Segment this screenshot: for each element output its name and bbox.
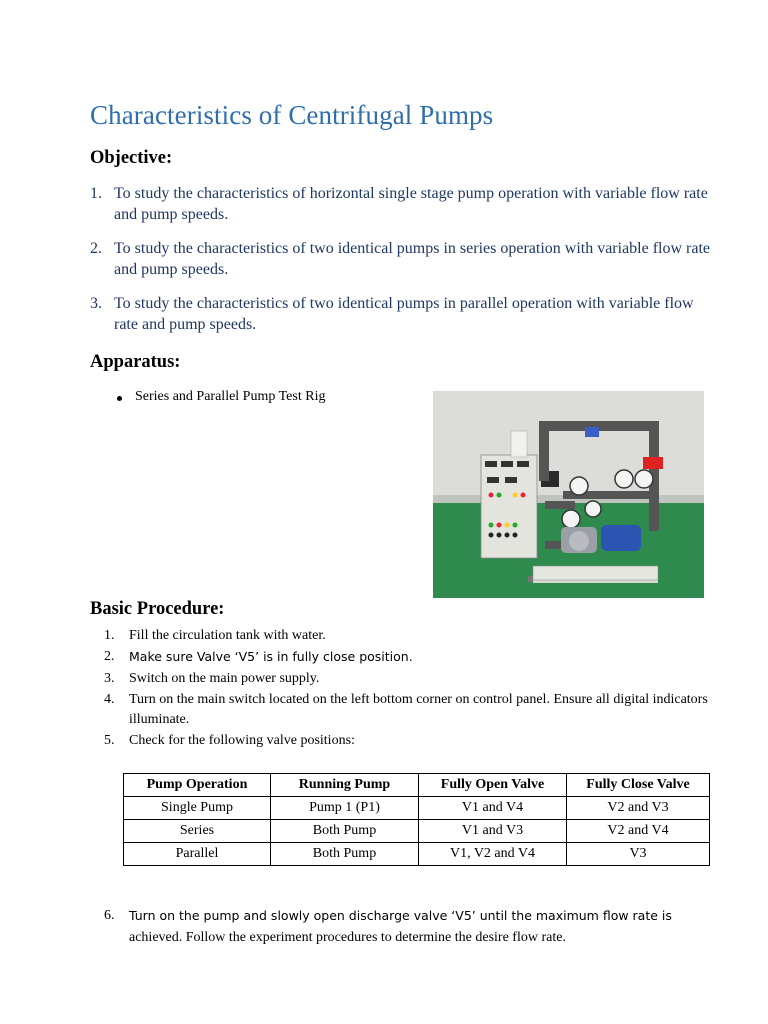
table-row [124,797,710,820]
valve-position-table [123,773,710,866]
table-header-cell: Fully Close Valve [567,774,710,797]
objective-item [90,183,715,225]
list-number: 1. [104,628,115,643]
procedure-step [104,647,714,668]
table-cell: Both Pump [271,820,419,843]
apparatus-text: Series and Parallel Pump Test Rig [135,389,326,404]
apparatus-heading: Apparatus: [90,352,181,372]
table-cell: V2 and V4 [567,820,710,843]
procedure-text: Check for the following valve positions: [129,732,355,748]
bullet-icon [117,396,122,401]
table-cell: V3 [567,843,710,866]
pump-rig-illustration [433,391,704,598]
objective-text: To study the characteristics of horizontal single stage pump operation with variable flow rate and pump speeds. [114,185,708,223]
procedure-list [104,626,714,752]
procedure-step [104,669,714,689]
procedure-text: Make sure Valve ‘V5’ is in fully close position. [129,649,413,664]
procedure-step [104,626,714,646]
list-number: 4. [104,692,115,707]
test-rig-photo [433,391,704,598]
list-number: 2. [104,649,115,664]
list-number: 3. [90,295,102,312]
procedure-text: Fill the circulation tank with water. [129,628,326,643]
list-number: 3. [104,671,115,686]
list-number: 2. [90,240,102,257]
procedure-heading: Basic Procedure: [90,599,225,619]
procedure-text: Switch on the main power supply. [129,671,320,686]
table-cell: Series [124,820,271,843]
table-cell: Both Pump [271,843,419,866]
list-number: 5. [104,732,115,748]
objective-text: To study the characteristics of two identical pumps in series operation with variable flow rate and pump speeds. [114,240,711,278]
list-number: 6. [104,908,115,923]
table-header-cell: Fully Open Valve [419,774,567,797]
list-number: 1. [90,185,102,202]
procedure-step [104,690,714,729]
objective-text: To study the characteristics of two identical pumps in parallel operation with variable flow rate and pump speeds. [114,295,694,333]
procedure-text-line1: Turn on the pump and slowly open discharge valve ‘V5’ until the maximum flow rate is [129,908,672,923]
table-header-row [124,774,710,797]
procedure-step-6 [104,905,724,949]
procedure-step [104,731,714,751]
table-header-cell: Pump Operation [124,774,271,797]
table-cell: V1 and V3 [419,820,567,843]
table-cell: Pump 1 (P1) [271,797,419,820]
table-row [124,820,710,843]
procedure-text-line2: achieved. Follow the experiment procedures to determine the desire flow rate. [129,930,566,945]
table-cell: V1, V2 and V4 [419,843,567,866]
table-row [124,843,710,866]
table-cell: V2 and V3 [567,797,710,820]
objective-item [90,293,715,335]
page-title: Characteristics of Centrifugal Pumps [90,100,494,130]
objective-list [90,183,715,348]
procedure-text: Turn on the main switch located on the left bottom corner on control panel. Ensure all digital indicators illuminate. [129,692,708,727]
table-cell: Single Pump [124,797,271,820]
table-cell: Parallel [124,843,271,866]
table-cell: V1 and V4 [419,797,567,820]
objective-heading: Objective: [90,148,173,168]
table-header-cell: Running Pump [271,774,419,797]
objective-item [90,238,715,280]
